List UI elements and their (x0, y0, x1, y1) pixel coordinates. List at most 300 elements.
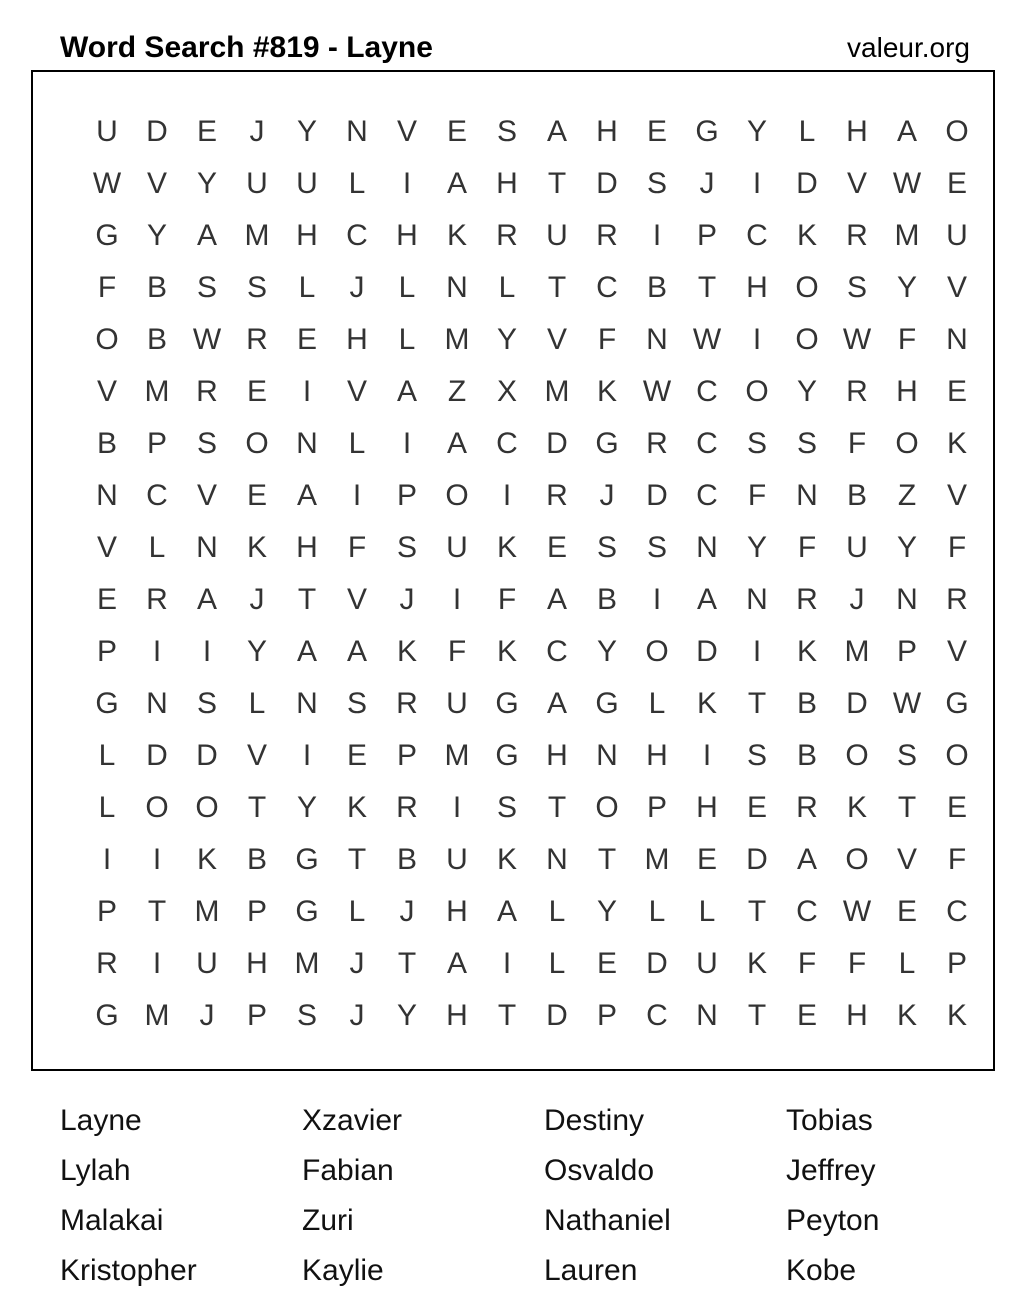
grid-letter: G (945, 687, 969, 720)
grid-letter: N (196, 531, 218, 564)
grid-letter: V (546, 323, 567, 356)
grid-letter: R (796, 791, 818, 824)
grid-letter: D (546, 427, 568, 460)
grid-letter: S (296, 999, 317, 1032)
grid-letter: M (844, 635, 870, 668)
grid-letter: Y (296, 115, 317, 148)
grid-letter: R (396, 791, 418, 824)
grid-letter: V (346, 375, 367, 408)
grid-letter: T (897, 791, 917, 824)
grid-letter: R (646, 427, 668, 460)
grid-letter: O (95, 323, 119, 356)
grid-letter: F (347, 531, 367, 564)
grid-letter: F (847, 427, 867, 460)
grid-letter: N (596, 739, 618, 772)
grid-letter: E (946, 375, 967, 408)
grid-letter: R (846, 219, 868, 252)
grid-letter: M (444, 323, 470, 356)
grid-letter: S (646, 531, 667, 564)
grid-letter: X (496, 375, 517, 408)
grid-letter: R (496, 219, 518, 252)
grid-letter: Z (897, 479, 917, 512)
word-list-item: Zuri (302, 1204, 354, 1237)
grid-letter: S (746, 739, 767, 772)
grid-letter: S (746, 427, 767, 460)
grid-letter: E (246, 479, 267, 512)
grid-letter: U (846, 531, 868, 564)
grid-letter: Y (146, 219, 167, 252)
grid-letter: K (496, 843, 517, 876)
word-list-item: Lauren (544, 1254, 638, 1287)
grid-letter: N (446, 271, 468, 304)
grid-letter: W (842, 895, 872, 928)
grid-letter: T (547, 271, 567, 304)
letter-grid (82, 106, 982, 1042)
grid-letter: E (796, 999, 817, 1032)
grid-letter: H (546, 739, 568, 772)
grid-letter: J (349, 999, 365, 1032)
grid-letter: S (796, 427, 817, 460)
grid-letter: N (346, 115, 368, 148)
grid-letter: Y (896, 271, 917, 304)
grid-letter: O (195, 791, 219, 824)
grid-letter: V (896, 843, 917, 876)
grid-letter: Y (296, 791, 317, 824)
grid-letter: O (145, 791, 169, 824)
grid-letter: D (696, 635, 718, 668)
grid-letter: K (896, 999, 917, 1032)
grid-letter: K (846, 791, 867, 824)
grid-letter: I (302, 739, 312, 772)
grid-letter: W (192, 323, 222, 356)
grid-letter: Y (246, 635, 267, 668)
grid-letter: C (346, 219, 368, 252)
grid-letter: Y (746, 115, 767, 148)
grid-letter: N (296, 687, 318, 720)
grid-letter: E (696, 843, 717, 876)
grid-letter: U (696, 947, 718, 980)
grid-letter: S (496, 115, 517, 148)
grid-letter: F (947, 531, 967, 564)
grid-letter: C (596, 271, 618, 304)
word-list-item: Peyton (786, 1204, 880, 1237)
grid-letter: G (695, 115, 719, 148)
grid-letter: L (148, 531, 166, 564)
grid-letter: R (196, 375, 218, 408)
grid-letter: M (644, 843, 670, 876)
grid-letter: H (346, 323, 368, 356)
grid-letter: U (96, 115, 118, 148)
grid-letter: H (296, 219, 318, 252)
grid-letter: M (244, 219, 270, 252)
grid-letter: O (445, 479, 469, 512)
grid-letter: U (946, 219, 968, 252)
grid-letter: N (546, 843, 568, 876)
word-list-item: Jeffrey (786, 1154, 876, 1187)
grid-letter: P (596, 999, 617, 1032)
grid-letter: V (946, 271, 967, 304)
grid-letter: R (846, 375, 868, 408)
grid-letter: N (696, 999, 718, 1032)
grid-letter: O (845, 843, 869, 876)
word-list (60, 1096, 1030, 1296)
grid-letter: O (845, 739, 869, 772)
grid-letter: T (397, 947, 417, 980)
grid-letter: H (296, 531, 318, 564)
grid-letter: V (246, 739, 267, 772)
grid-letter: T (147, 895, 167, 928)
grid-letter: D (546, 999, 568, 1032)
grid-letter: A (546, 115, 567, 148)
grid-letter: I (652, 583, 662, 616)
grid-letter: M (144, 999, 170, 1032)
grid-letter: S (846, 271, 867, 304)
grid-letter: L (348, 167, 366, 200)
grid-letter: T (747, 895, 767, 928)
grid-letter: W (642, 375, 672, 408)
grid-letter: I (402, 427, 412, 460)
grid-letter: E (96, 583, 117, 616)
grid-letter: O (645, 635, 669, 668)
grid-letter: P (146, 427, 167, 460)
grid-letter: N (96, 479, 118, 512)
grid-letter: T (697, 271, 717, 304)
grid-letter: B (146, 323, 167, 356)
grid-letter: Y (896, 531, 917, 564)
grid-letter: L (798, 115, 816, 148)
grid-letter: K (346, 791, 367, 824)
grid-letter: U (296, 167, 318, 200)
grid-letter: W (842, 323, 872, 356)
grid-letter: P (896, 635, 917, 668)
grid-letter: E (646, 115, 667, 148)
grid-letter: F (497, 583, 517, 616)
grid-letter: L (498, 271, 516, 304)
grid-letter: O (745, 375, 769, 408)
grid-letter: F (797, 947, 817, 980)
grid-letter: N (946, 323, 968, 356)
grid-letter: P (96, 895, 117, 928)
grid-letter: O (945, 739, 969, 772)
grid-letter: P (246, 895, 267, 928)
grid-letter: A (446, 427, 467, 460)
grid-letter: A (796, 843, 817, 876)
grid-letter: J (699, 167, 715, 200)
grid-letter: C (646, 999, 668, 1032)
word-list-item: Nathaniel (544, 1204, 671, 1237)
grid-letter: B (846, 479, 867, 512)
grid-letter: P (396, 739, 417, 772)
grid-letter: H (846, 999, 868, 1032)
grid-letter: D (646, 947, 668, 980)
grid-letter: H (496, 167, 518, 200)
grid-letter: K (796, 635, 817, 668)
grid-letter: V (196, 479, 217, 512)
grid-letter: T (547, 791, 567, 824)
grid-letter: J (349, 947, 365, 980)
grid-letter: O (945, 115, 969, 148)
grid-letter: A (396, 375, 417, 408)
grid-letter: D (596, 167, 618, 200)
grid-letter: I (652, 219, 662, 252)
grid-letter: W (892, 167, 922, 200)
grid-letter: R (596, 219, 618, 252)
grid-letter: S (246, 271, 267, 304)
grid-letter: I (452, 583, 462, 616)
grid-letter: G (95, 687, 119, 720)
grid-letter: O (595, 791, 619, 824)
grid-letter: I (752, 167, 762, 200)
grid-letter: D (746, 843, 768, 876)
grid-letter: L (98, 791, 116, 824)
grid-letter: G (595, 687, 619, 720)
grid-letter: B (646, 271, 667, 304)
grid-letter: U (246, 167, 268, 200)
grid-letter: R (546, 479, 568, 512)
grid-letter: V (396, 115, 417, 148)
grid-letter: T (297, 583, 317, 616)
grid-letter: A (546, 583, 567, 616)
grid-letter: R (246, 323, 268, 356)
grid-letter: W (892, 687, 922, 720)
grid-letter: J (249, 115, 265, 148)
grid-letter: Y (596, 635, 617, 668)
grid-letter: M (894, 219, 920, 252)
grid-letter: K (946, 999, 967, 1032)
grid-letter: W (92, 167, 122, 200)
grid-letter: F (597, 323, 617, 356)
grid-letter: G (595, 427, 619, 460)
grid-letter: J (599, 479, 615, 512)
grid-letter: N (696, 531, 718, 564)
grid-letter: M (294, 947, 320, 980)
grid-letter: K (446, 219, 467, 252)
grid-letter: I (152, 947, 162, 980)
grid-letter: T (247, 791, 267, 824)
grid-letter: K (196, 843, 217, 876)
grid-letter: A (196, 219, 217, 252)
grid-letter: I (502, 479, 512, 512)
grid-letter: C (796, 895, 818, 928)
grid-letter: N (146, 687, 168, 720)
grid-letter: K (796, 219, 817, 252)
grid-letter: D (146, 115, 168, 148)
grid-letter: C (696, 375, 718, 408)
grid-letter: I (402, 167, 412, 200)
grid-letter: A (296, 479, 317, 512)
grid-letter: V (346, 583, 367, 616)
grid-letter: R (796, 583, 818, 616)
grid-letter: R (146, 583, 168, 616)
grid-letter: V (96, 375, 117, 408)
grid-letter: O (895, 427, 919, 460)
grid-letter: E (546, 531, 567, 564)
grid-letter: S (196, 271, 217, 304)
word-list-item: Fabian (302, 1154, 394, 1187)
grid-letter: T (347, 843, 367, 876)
grid-letter: D (796, 167, 818, 200)
grid-letter: J (849, 583, 865, 616)
word-list-item: Tobias (786, 1104, 873, 1137)
grid-letter: E (946, 167, 967, 200)
grid-letter: D (196, 739, 218, 772)
grid-letter: L (548, 895, 566, 928)
grid-letter: A (196, 583, 217, 616)
grid-letter: D (846, 687, 868, 720)
grid-letter: C (546, 635, 568, 668)
header (60, 26, 970, 70)
grid-letter: H (896, 375, 918, 408)
grid-letter: R (946, 583, 968, 616)
grid-letter: S (496, 791, 517, 824)
grid-letter: O (795, 323, 819, 356)
grid-letter: F (447, 635, 467, 668)
page-title: Word Search #819 - Layne (60, 31, 433, 64)
grid-letter: B (396, 843, 417, 876)
grid-letter: H (396, 219, 418, 252)
word-list-item: Kristopher (60, 1254, 197, 1287)
grid-letter: C (746, 219, 768, 252)
grid-letter: E (246, 375, 267, 408)
grid-letter: E (746, 791, 767, 824)
grid-letter: E (596, 947, 617, 980)
grid-letter: H (646, 739, 668, 772)
grid-letter: J (399, 895, 415, 928)
grid-letter: S (596, 531, 617, 564)
grid-letter: T (747, 687, 767, 720)
grid-letter: I (502, 947, 512, 980)
grid-letter: L (548, 947, 566, 980)
grid-letter: P (696, 219, 717, 252)
grid-letter: N (646, 323, 668, 356)
grid-letter: J (399, 583, 415, 616)
grid-letter: H (446, 999, 468, 1032)
grid-letter: S (196, 687, 217, 720)
grid-letter: O (795, 271, 819, 304)
grid-letter: U (446, 687, 468, 720)
grid-letter: I (302, 375, 312, 408)
grid-letter: A (446, 947, 467, 980)
grid-letter: S (646, 167, 667, 200)
grid-letter: B (796, 687, 817, 720)
site-name: valeur.org (847, 32, 970, 63)
grid-letter: E (296, 323, 317, 356)
grid-letter: Z (447, 375, 467, 408)
grid-letter: M (444, 739, 470, 772)
grid-letter: A (446, 167, 467, 200)
grid-letter: C (696, 479, 718, 512)
grid-letter: S (896, 739, 917, 772)
grid-letter: B (796, 739, 817, 772)
grid-letter: I (702, 739, 712, 772)
grid-letter: K (396, 635, 417, 668)
grid-letter: Y (596, 895, 617, 928)
grid-letter: M (144, 375, 170, 408)
grid-letter: A (896, 115, 917, 148)
puzzle-box (31, 70, 995, 1071)
grid-letter: Y (796, 375, 817, 408)
grid-letter: P (96, 635, 117, 668)
grid-letter: L (298, 271, 316, 304)
grid-letter: C (696, 427, 718, 460)
grid-letter: L (648, 687, 666, 720)
grid-letter: B (596, 583, 617, 616)
grid-letter: A (696, 583, 717, 616)
grid-letter: I (752, 323, 762, 356)
grid-letter: S (396, 531, 417, 564)
grid-letter: R (396, 687, 418, 720)
grid-letter: T (497, 999, 517, 1032)
grid-letter: L (698, 895, 716, 928)
grid-letter: M (544, 375, 570, 408)
grid-letter: C (496, 427, 518, 460)
grid-letter: K (696, 687, 717, 720)
grid-letter: I (452, 791, 462, 824)
grid-letter: F (747, 479, 767, 512)
grid-letter: D (146, 739, 168, 772)
grid-letter: H (696, 791, 718, 824)
grid-letter: I (352, 479, 362, 512)
grid-letter: P (646, 791, 667, 824)
grid-letter: F (97, 271, 117, 304)
grid-letter: G (295, 895, 319, 928)
grid-letter: F (947, 843, 967, 876)
grid-letter: Y (396, 999, 417, 1032)
grid-letter: L (248, 687, 266, 720)
grid-letter: P (946, 947, 967, 980)
grid-letter: H (246, 947, 268, 980)
grid-letter: V (846, 167, 867, 200)
grid-letter: N (796, 479, 818, 512)
grid-letter: I (202, 635, 212, 668)
grid-letter: K (746, 947, 767, 980)
grid-letter: F (797, 531, 817, 564)
grid-letter: J (199, 999, 215, 1032)
grid-letter: H (446, 895, 468, 928)
grid-letter: Y (496, 323, 517, 356)
word-list-item: Destiny (544, 1104, 645, 1137)
grid-letter: I (102, 843, 112, 876)
grid-letter: P (246, 999, 267, 1032)
grid-letter: S (196, 427, 217, 460)
grid-letter: K (496, 635, 517, 668)
grid-letter: T (547, 167, 567, 200)
grid-letter: H (746, 271, 768, 304)
grid-letter: C (946, 895, 968, 928)
grid-letter: T (747, 999, 767, 1032)
grid-letter: W (692, 323, 722, 356)
grid-letter: A (496, 895, 517, 928)
grid-letter: D (646, 479, 668, 512)
grid-letter: K (246, 531, 267, 564)
grid-letter: E (196, 115, 217, 148)
grid-letter: O (245, 427, 269, 460)
word-list-item: Kobe (786, 1254, 857, 1287)
grid-letter: U (446, 531, 468, 564)
grid-letter: C (146, 479, 168, 512)
grid-letter: N (296, 427, 318, 460)
grid-letter: K (496, 531, 517, 564)
grid-letter: V (946, 635, 967, 668)
grid-letter: E (946, 791, 967, 824)
grid-letter: M (194, 895, 220, 928)
word-list-item: Kaylie (302, 1254, 384, 1287)
grid-letter: F (847, 947, 867, 980)
grid-letter: B (246, 843, 267, 876)
grid-letter: I (752, 635, 762, 668)
grid-letter: R (96, 947, 118, 980)
grid-letter: K (946, 427, 967, 460)
